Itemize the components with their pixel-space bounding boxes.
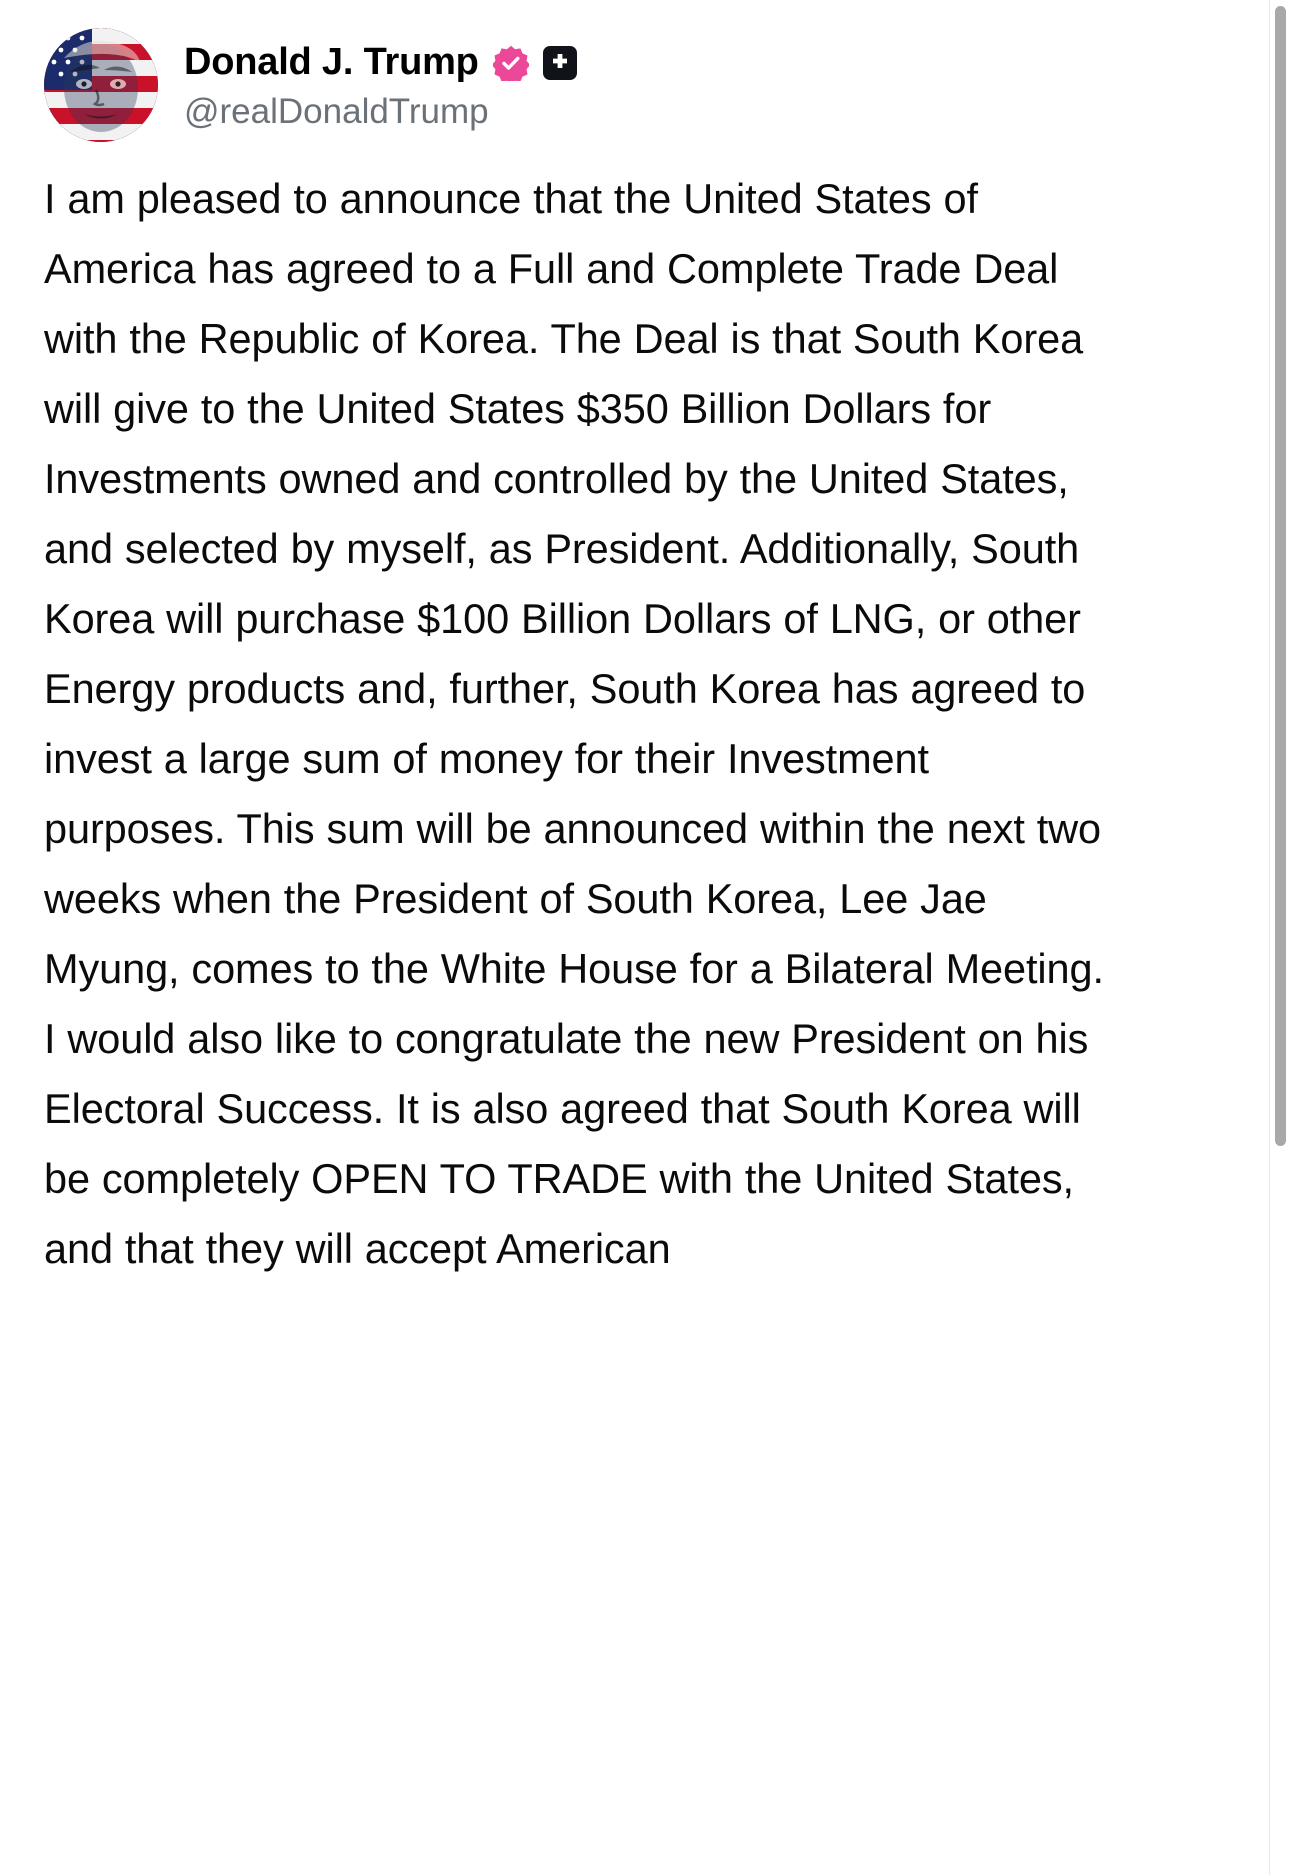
verified-check-icon	[493, 45, 529, 81]
vertical-scrollbar[interactable]	[1269, 0, 1290, 1875]
cross-badge-icon	[543, 46, 577, 80]
identity-block	[184, 37, 577, 133]
user-handle[interactable]: @realDonaldTrump	[184, 91, 489, 131]
post-header	[0, 0, 1290, 142]
display-name: Donald J. Trump	[184, 41, 479, 84]
name-row	[184, 41, 577, 85]
scrollbar-thumb[interactable]	[1275, 6, 1286, 1146]
post-text: I am pleased to announce that the United States of America has agreed to a Full and Complete Trade Deal with the Republic of Korea. The Deal is that South Korea will give to the United States $350 Billion Dollars for Investments owned and controlled by the United States, and selected by myself, as President. Additionally, South Korea will purchase $100 Billion Dollars of LNG, or other Energy products and, further, South Korea has agreed to invest a large sum of money for their Investment purposes. This sum will be announced within the next two weeks when the President of South Korea, Lee Jae Myung, comes to the White House for a Bilateral Meeting. I would also like to congratulate the new President on his Electoral Success. It is also agreed that South Korea will be completely OPEN TO TRADE with the United States, and that they will accept American	[44, 175, 1104, 1272]
avatar[interactable]	[44, 28, 158, 142]
